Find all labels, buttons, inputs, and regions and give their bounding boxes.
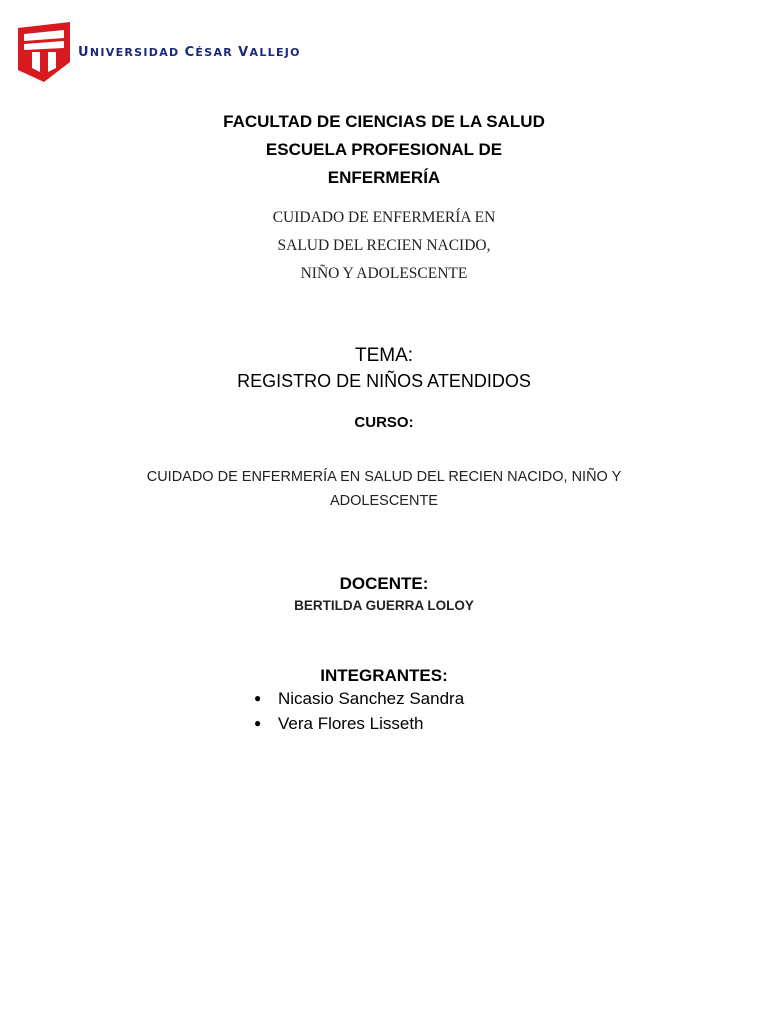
curso-label: CURSO:: [354, 414, 414, 431]
course-title-line-2: SALUD DEL RECIEN NACIDO,: [277, 237, 491, 254]
course-title: [0, 204, 768, 288]
list-item: [254, 686, 464, 711]
faculty-line-2: ESCUELA PROFESIONAL DE: [265, 140, 503, 159]
curso-value: [0, 465, 768, 513]
university-name: UNIVERSIDAD CÉSAR VALLEJO: [78, 44, 301, 60]
bullet-icon: ●: [254, 716, 262, 730]
course-title-line-1: CUIDADO DE ENFERMERÍA EN: [272, 209, 496, 226]
integrantes-label: INTEGRANTES:: [320, 666, 448, 685]
tema-value: REGISTRO DE NIÑOS ATENDIDOS: [237, 371, 531, 391]
member-name: Nicasio Sanchez Sandra: [278, 689, 465, 708]
curso-value-line-1: CUIDADO DE ENFERMERÍA EN SALUD DEL RECIEN NACIDO, NIÑO Y: [146, 469, 622, 485]
tema-label: TEMA:: [354, 345, 414, 366]
member-name: Vera Flores Lisseth: [278, 714, 424, 733]
bullet-icon: ●: [254, 691, 262, 705]
curso-value-line-2: ADOLESCENTE: [330, 493, 438, 509]
course-title-line-3: NIÑO Y ADOLESCENTE: [300, 265, 468, 282]
docente-label: DOCENTE:: [339, 574, 429, 593]
list-item: [254, 711, 464, 736]
members-list: [254, 686, 464, 736]
faculty-line-1: FACULTAD DE CIENCIAS DE LA SALUD: [223, 112, 545, 131]
university-logo: [18, 22, 301, 82]
faculty-line-3: ENFERMERÍA: [327, 168, 441, 187]
docente-name: BERTILDA GUERRA LOLOY: [294, 598, 474, 613]
ucv-shield-logo-icon: [18, 22, 70, 82]
faculty-heading: [0, 108, 768, 192]
